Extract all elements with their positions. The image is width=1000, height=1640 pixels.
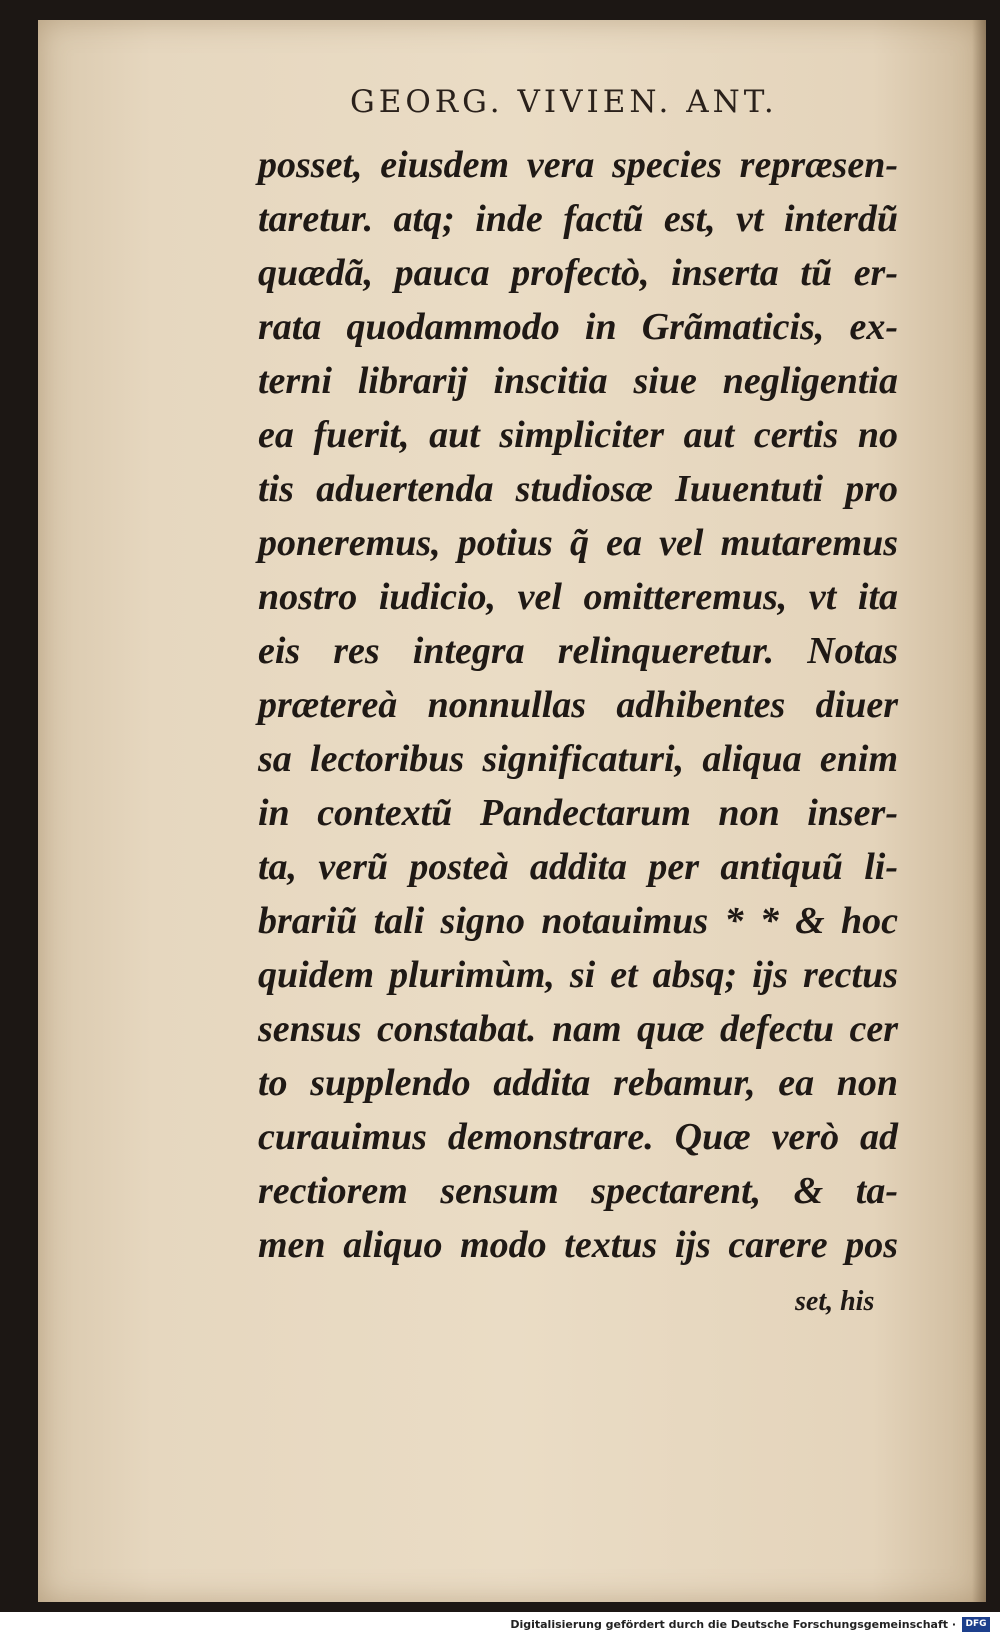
text-line: curauimus demonstrare. Quæ verò ad (258, 1116, 898, 1158)
text-line: poneremus, potius q̃ ea vel mutaremus (258, 522, 898, 564)
text-line: posset, eiusdem vera species repræsen- (258, 144, 898, 186)
text-line: quidem plurimùm, si et absq; ijs rectus (258, 954, 898, 996)
text-line: ea fuerit, aut simpliciter aut certis no (258, 414, 898, 456)
funding-note: Digitalisierung gefördert durch die Deutsche Forschungsgemeinschaft · (510, 1618, 956, 1631)
text-line: sensus constabat. nam quæ defectu cer (258, 1008, 898, 1050)
page-edge-shadow (972, 20, 986, 1602)
text-line: terni librarij inscitia siue negligentia (258, 360, 898, 402)
text-line: to supplendo addita rebamur, ea non (258, 1062, 898, 1104)
text-line: taretur. atq; inde factũ est, vt interdũ (258, 198, 898, 240)
text-line: rectiorem sensum spectarent, & ta- (258, 1170, 898, 1212)
text-line: in contextũ Pandectarum non inser- (258, 792, 898, 834)
text-line: quædã, pauca profectò, inserta tũ er- (258, 252, 898, 294)
text-line: brariũ tali signo notauimus * * & hoc (258, 900, 898, 942)
body-text (258, 138, 898, 1272)
footer-bar (0, 1612, 1000, 1640)
text-line: rata quodammodo in Grãmaticis, ex- (258, 306, 898, 348)
catchword: set, his (795, 1286, 875, 1317)
running-head: GEORG. VIVIEN. ANT. (350, 84, 778, 120)
text-line: nostro iudicio, vel omitteremus, vt ita (258, 576, 898, 618)
text-line: tis aduertenda studiosæ Iuuentuti pro (258, 468, 898, 510)
text-line: prætereà nonnullas adhibentes diuer (258, 684, 898, 726)
text-line: men aliquo modo textus ijs carere pos (258, 1224, 898, 1266)
text-line: sa lectoribus significaturi, aliqua enim (258, 738, 898, 780)
text-line: ta, verũ posteà addita per antiquũ li- (258, 846, 898, 888)
text-line: eis res integra relinqueretur. Notas (258, 630, 898, 672)
dfg-logo-icon: DFG (962, 1617, 990, 1632)
